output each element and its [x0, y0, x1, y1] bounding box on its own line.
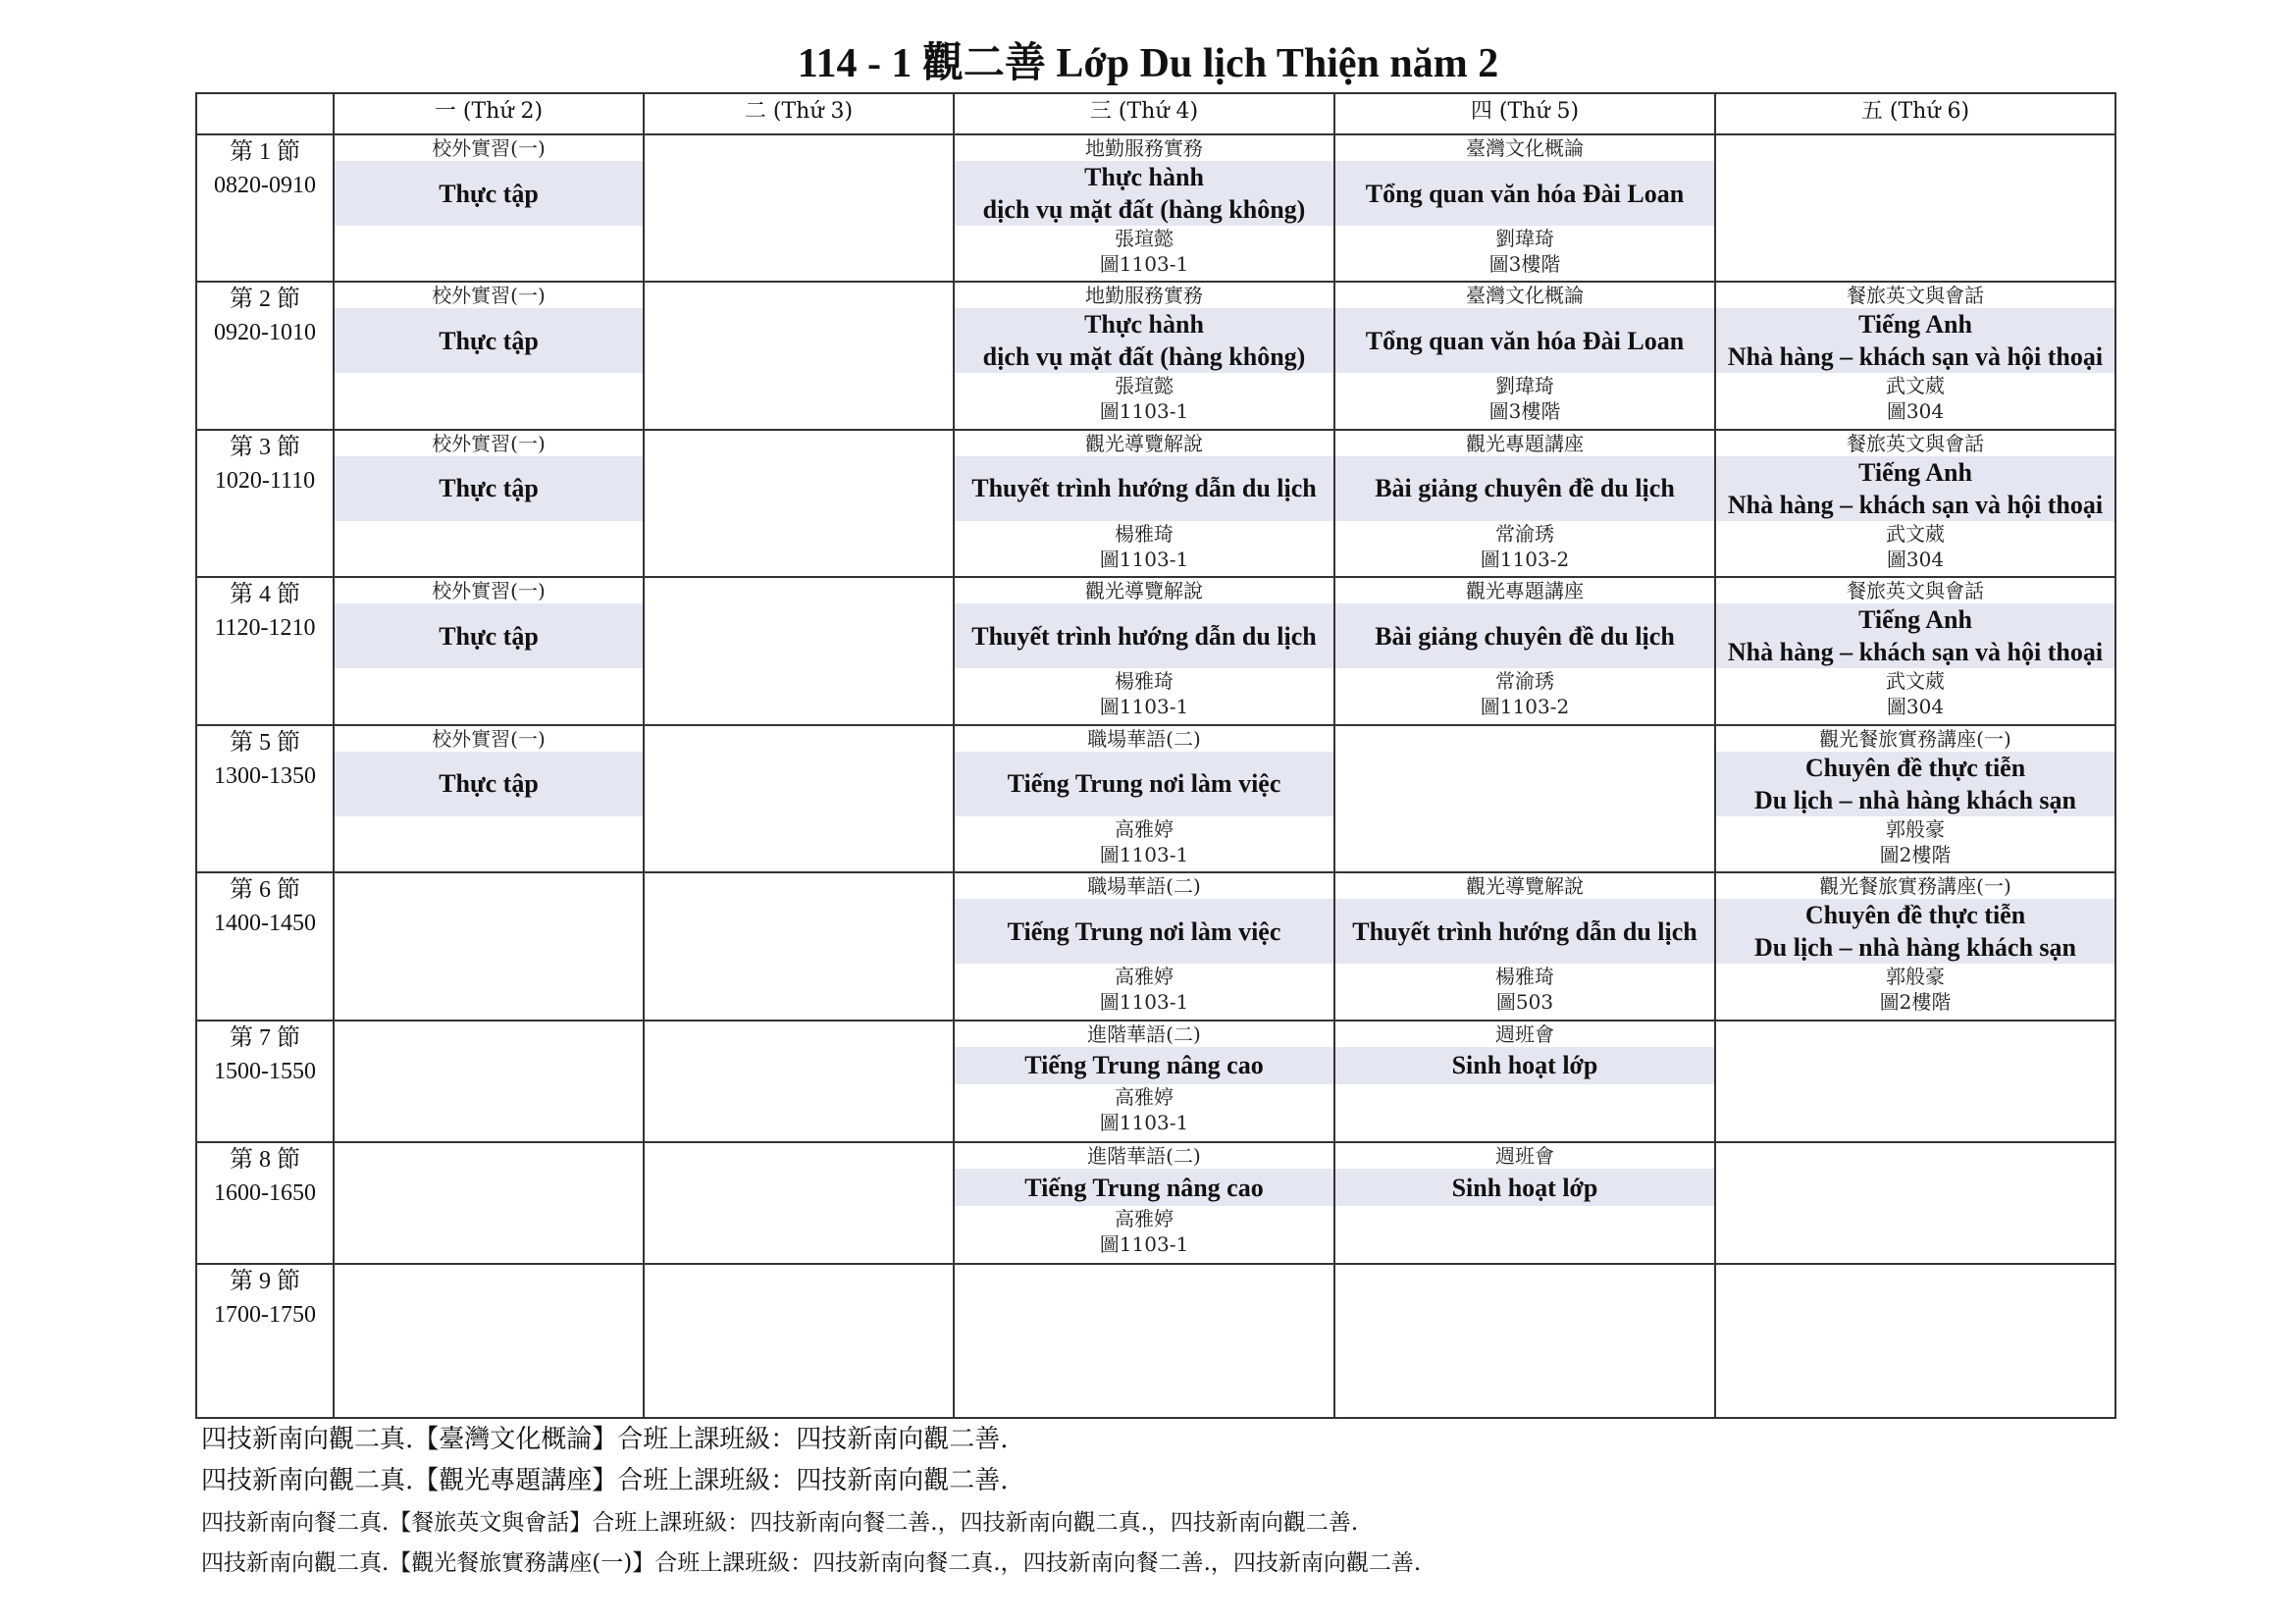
- course-name-cn: 週班會: [1495, 1144, 1554, 1169]
- schedule-cell: [1334, 1021, 1715, 1142]
- day-header: 二 (Thứ 3): [644, 93, 954, 134]
- course-name-vi-line: Tiếng Trung nơi làm việc: [1007, 916, 1281, 946]
- period-time: 1120-1210: [214, 615, 316, 642]
- course-name-vi-line: Chuyên đề thực tiễn: [1804, 901, 2026, 930]
- course-name-vi-line: Nhà hàng – khách sạn và hội thoại: [1727, 490, 2104, 519]
- day-header-row: [196, 93, 2115, 134]
- schedule-cell: [1715, 1142, 2115, 1264]
- course-name-vi-line: Tiếng Anh: [1858, 310, 1972, 340]
- course-name-cn: 職場華語(二): [1087, 726, 1201, 751]
- schedule-cell: [1334, 1264, 1715, 1418]
- course-name-cn: 觀光導覽解說: [1085, 579, 1203, 603]
- course-name-cn: 週班會: [1495, 1021, 1554, 1046]
- course-name-vi: [955, 456, 1333, 521]
- course-name-vi-line: Thực tập: [439, 474, 539, 503]
- course-name-vi-line: Bài giảng chuyên đề du lịch: [1375, 621, 1675, 651]
- period-row: [196, 1142, 2115, 1264]
- period-name: 第 4 節: [230, 582, 300, 608]
- teacher-name: 武文葳: [1886, 374, 1945, 398]
- teacher-name: 郭般豪: [1886, 965, 1945, 989]
- schedule-cell: [334, 282, 644, 429]
- period-cell: [196, 1142, 334, 1264]
- course-name-vi: [955, 1047, 1333, 1084]
- teacher-name: 郭般豪: [1886, 816, 1945, 841]
- schedule-cell: [644, 725, 954, 872]
- room: 圖304: [1886, 399, 1945, 424]
- period-cell: [196, 577, 334, 724]
- schedule-cell: [334, 430, 644, 577]
- period-time: 1700-1750: [214, 1302, 316, 1329]
- schedule-cell: [954, 872, 1334, 1020]
- room: 圖1103-2: [1480, 547, 1570, 571]
- room: 圖3樓階: [1488, 252, 1561, 276]
- course-name-cn: 觀光餐旅實務講座(一): [1819, 726, 2011, 751]
- room: 圖1103-1: [1099, 399, 1189, 424]
- schedule-cell: [1715, 872, 2115, 1020]
- course-name-vi-line: Sinh hoạt lớp: [1451, 1051, 1598, 1080]
- schedule-cell: [1715, 430, 2115, 577]
- course-name-cn: 觀光導覽解說: [1466, 874, 1584, 899]
- schedule-cell: [1334, 430, 1715, 577]
- course-name-vi: [1335, 603, 1714, 668]
- schedule-cell: [1715, 577, 2115, 724]
- course-name-vi: [335, 161, 643, 226]
- room: 圖1103-1: [1099, 1110, 1189, 1134]
- teacher-name: 常渝琇: [1495, 669, 1554, 694]
- day-header: 五 (Thứ 6): [1715, 93, 2115, 134]
- course-name-cn: 地勤服務實務: [1085, 136, 1203, 160]
- room: 圖2樓階: [1879, 842, 1952, 866]
- period-row: [196, 430, 2115, 577]
- course-name-vi-line: Tiếng Trung nâng cao: [1024, 1173, 1264, 1202]
- day-header: 一 (Thứ 2): [334, 93, 644, 134]
- period-time: 1300-1350: [214, 762, 316, 789]
- course-name-vi-line: Thực tập: [439, 621, 539, 651]
- course-name-vi: [1335, 1047, 1714, 1084]
- course-name-vi: [1335, 899, 1714, 964]
- teacher-name: 高雅婷: [1115, 1084, 1174, 1109]
- course-name-vi-line: dịch vụ mặt đất (hàng không): [982, 195, 1306, 224]
- room: 圖304: [1886, 695, 1945, 719]
- course-name-vi: [955, 899, 1333, 964]
- period-name: 第 5 節: [230, 729, 300, 756]
- period-cell: [196, 430, 334, 577]
- period-row: [196, 725, 2115, 872]
- footnote: 四技新南向餐二真.【餐旅英文與會話】合班上課班級：四技新南向餐二善.，四技新南向觀二真.，四技新南向觀二善.: [201, 1510, 1359, 1536]
- course-name-vi-line: Thực hành: [1084, 310, 1204, 340]
- teacher-name: 常渝琇: [1495, 521, 1554, 546]
- course-name-cn: 餐旅英文與會話: [1847, 579, 1984, 603]
- course-name-vi: [335, 308, 643, 373]
- schedule-cell: [1334, 134, 1715, 282]
- course-name-cn: 觀光專題講座: [1466, 579, 1584, 603]
- course-name-cn: 校外實習(一): [432, 726, 546, 751]
- schedule-cell: [334, 577, 644, 724]
- course-name-vi-line: Tiếng Trung nơi làm việc: [1007, 769, 1281, 799]
- teacher-name: 張瑄懿: [1115, 227, 1174, 250]
- course-name-vi-line: Thực tập: [439, 179, 539, 208]
- period-cell: [196, 1264, 334, 1418]
- schedule-cell: [954, 1021, 1334, 1142]
- period-name: 第 9 節: [230, 1269, 300, 1295]
- schedule-cell: [1715, 1021, 2115, 1142]
- schedule-cell: [1715, 134, 2115, 282]
- schedule-cell: [1715, 725, 2115, 872]
- period-name: 第 6 節: [230, 877, 300, 904]
- period-name: 第 8 節: [230, 1147, 300, 1174]
- room: 圖1103-1: [1099, 842, 1189, 866]
- course-name-cn: 地勤服務實務: [1085, 284, 1203, 308]
- teacher-name: 高雅婷: [1115, 965, 1174, 989]
- course-name-vi: [955, 308, 1333, 373]
- period-name: 第 7 節: [230, 1024, 300, 1051]
- schedule-cell: [334, 1142, 644, 1264]
- teacher-name: 武文葳: [1886, 669, 1945, 694]
- schedule-cell: [334, 1021, 644, 1142]
- course-name-vi-line: Chuyên đề thực tiễn: [1804, 753, 2026, 782]
- schedule-cell: [334, 872, 644, 1020]
- period-name: 第 1 節: [230, 139, 300, 165]
- period-name: 第 2 節: [230, 287, 300, 313]
- course-name-vi-line: Tiếng Trung nâng cao: [1024, 1051, 1264, 1080]
- teacher-name: 高雅婷: [1115, 816, 1174, 841]
- course-name-vi-line: Tiếng Anh: [1858, 605, 1972, 635]
- course-name-cn: 校外實習(一): [432, 579, 546, 603]
- course-name-cn: 觀光餐旅實務講座(一): [1819, 874, 2011, 899]
- course-name-vi-line: Nhà hàng – khách sạn và hội thoại: [1727, 638, 2104, 667]
- schedule-cell: [954, 430, 1334, 577]
- footnote: 四技新南向觀二真.【臺灣文化概論】合班上課班級：四技新南向觀二善.: [201, 1425, 1009, 1454]
- schedule-cell: [954, 1264, 1334, 1418]
- course-name-vi: [955, 603, 1333, 668]
- teacher-name: 劉瑋琦: [1495, 374, 1554, 398]
- day-header: 四 (Thứ 5): [1334, 93, 1715, 134]
- schedule-cell: [644, 1264, 954, 1418]
- course-name-vi: [955, 1169, 1333, 1206]
- schedule-cell: [1334, 725, 1715, 872]
- period-name: 第 3 節: [230, 434, 300, 460]
- period-cell: [196, 1021, 334, 1142]
- course-name-vi: [1335, 456, 1714, 521]
- schedule-cell: [1334, 1142, 1715, 1264]
- footnote: 四技新南向觀二真.【觀光餐旅實務講座(一)】合班上課班級：四技新南向餐二真.，四技新南向餐二善.，四技新南向觀二善.: [201, 1550, 1422, 1576]
- schedule-cell: [644, 1021, 954, 1142]
- period-cell: [196, 725, 334, 872]
- course-name-cn: 進階華語(二): [1087, 1021, 1201, 1046]
- schedule-cell: [644, 872, 954, 1020]
- course-name-cn: 校外實習(一): [432, 284, 546, 308]
- schedule-cell: [644, 1142, 954, 1264]
- period-row: [196, 1021, 2115, 1142]
- course-name-vi-line: Du lịch – nhà hàng khách sạn: [1753, 785, 2077, 814]
- course-name-vi-line: Sinh hoạt lớp: [1451, 1173, 1598, 1202]
- schedule-cell: [334, 725, 644, 872]
- course-name-vi: [1335, 308, 1714, 373]
- teacher-name: 劉瑋琦: [1495, 227, 1554, 250]
- schedule-cell: [954, 577, 1334, 724]
- course-name-vi-line: Du lịch – nhà hàng khách sạn: [1753, 933, 2077, 963]
- course-name-vi: [1716, 603, 2114, 668]
- timetable: [195, 92, 2116, 1419]
- course-name-cn: 職場華語(二): [1087, 874, 1201, 899]
- course-name-vi-line: Tổng quan văn hóa Đài Loan: [1365, 326, 1685, 355]
- course-name-vi: [955, 752, 1333, 816]
- teacher-name: 張瑄懿: [1115, 374, 1174, 398]
- teacher-name: 楊雅琦: [1115, 669, 1174, 694]
- period-cell: [196, 872, 334, 1020]
- room: 圖1103-1: [1099, 990, 1189, 1015]
- room: 圖1103-1: [1099, 252, 1189, 276]
- course-name-vi: [335, 752, 643, 816]
- course-name-vi-line: Thuyết trình hướng dẫn du lịch: [971, 621, 1317, 651]
- course-name-cn: 校外實習(一): [432, 431, 546, 455]
- course-name-vi-line: Bài giảng chuyên đề du lịch: [1375, 474, 1675, 503]
- period-row: [196, 282, 2115, 429]
- course-name-vi: [1335, 1169, 1714, 1206]
- course-name-vi-line: Thực tập: [439, 326, 539, 355]
- period-time: 1400-1450: [214, 911, 316, 937]
- course-name-cn: 臺灣文化概論: [1466, 284, 1584, 308]
- schedule-cell: [954, 134, 1334, 282]
- footnote: 四技新南向觀二真.【觀光專題講座】合班上課班級：四技新南向觀二善.: [201, 1466, 1009, 1495]
- course-name-cn: 餐旅英文與會話: [1847, 284, 1984, 308]
- page-title: 114 - 1 觀二善 Lớp Du lịch Thiện năm 2: [797, 41, 1499, 86]
- course-name-vi-line: Tiếng Anh: [1858, 457, 1972, 487]
- schedule-cell: [644, 282, 954, 429]
- teacher-name: 楊雅琦: [1495, 965, 1554, 989]
- room: 圖1103-2: [1480, 695, 1570, 719]
- course-name-vi-line: Thực tập: [439, 769, 539, 799]
- course-name-vi: [335, 456, 643, 521]
- schedule-cell: [644, 577, 954, 724]
- room: 圖1103-1: [1099, 547, 1189, 571]
- course-name-cn: 進階華語(二): [1087, 1144, 1201, 1169]
- period-row: [196, 872, 2115, 1020]
- period-row: [196, 134, 2115, 282]
- period-time: 1500-1550: [214, 1058, 316, 1084]
- schedule-cell: [334, 1264, 644, 1418]
- corner-cell: [196, 93, 334, 134]
- teacher-name: 武文葳: [1886, 521, 1945, 546]
- course-name-cn: 校外實習(一): [432, 136, 546, 160]
- course-name-vi: [1716, 899, 2114, 964]
- room: 圖1103-1: [1099, 1232, 1189, 1257]
- room: 圖304: [1886, 547, 1945, 571]
- course-name-vi-line: Nhà hàng – khách sạn và hội thoại: [1727, 342, 2104, 372]
- period-row: [196, 1264, 2115, 1418]
- course-name-vi: [955, 161, 1333, 226]
- period-cell: [196, 134, 334, 282]
- schedule-cell: [954, 725, 1334, 872]
- period-time: 0920-1010: [214, 320, 316, 346]
- course-name-cn: 觀光專題講座: [1466, 431, 1584, 455]
- course-name-vi: [1716, 308, 2114, 373]
- course-name-vi: [1716, 752, 2114, 816]
- room: 圖2樓階: [1879, 990, 1952, 1015]
- course-name-cn: 餐旅英文與會話: [1847, 431, 1984, 455]
- schedule-cell: [1715, 1264, 2115, 1418]
- course-name-cn: 觀光導覽解說: [1085, 431, 1203, 455]
- schedule-cell: [644, 430, 954, 577]
- course-name-vi: [1716, 456, 2114, 521]
- schedule-cell: [334, 134, 644, 282]
- day-header: 三 (Thứ 4): [954, 93, 1334, 134]
- course-name-vi-line: Thực hành: [1084, 163, 1204, 191]
- schedule-cell: [954, 282, 1334, 429]
- schedule-cell: [1715, 282, 2115, 429]
- course-name-vi-line: Thuyết trình hướng dẫn du lịch: [971, 474, 1317, 503]
- course-name-vi-line: Tổng quan văn hóa Đài Loan: [1365, 179, 1685, 208]
- period-row: [196, 577, 2115, 724]
- period-cell: [196, 282, 334, 429]
- schedule-cell: [644, 134, 954, 282]
- course-name-vi-line: dịch vụ mặt đất (hàng không): [982, 342, 1306, 372]
- schedule-cell: [1334, 282, 1715, 429]
- room: 圖1103-1: [1099, 695, 1189, 719]
- course-name-cn: 臺灣文化概論: [1466, 136, 1584, 160]
- teacher-name: 高雅婷: [1115, 1207, 1174, 1231]
- period-time: 1020-1110: [214, 467, 316, 494]
- schedule-cell: [1334, 577, 1715, 724]
- schedule-cell: [954, 1142, 1334, 1264]
- teacher-name: 楊雅琦: [1115, 521, 1174, 546]
- course-name-vi: [1335, 161, 1714, 226]
- course-name-vi: [335, 603, 643, 668]
- room: 圖503: [1495, 990, 1554, 1015]
- room: 圖3樓階: [1488, 399, 1561, 424]
- schedule-cell: [1334, 872, 1715, 1020]
- course-name-vi-line: Thuyết trình hướng dẫn du lịch: [1352, 916, 1697, 946]
- period-time: 0820-0910: [214, 173, 316, 198]
- period-time: 1600-1650: [214, 1180, 316, 1207]
